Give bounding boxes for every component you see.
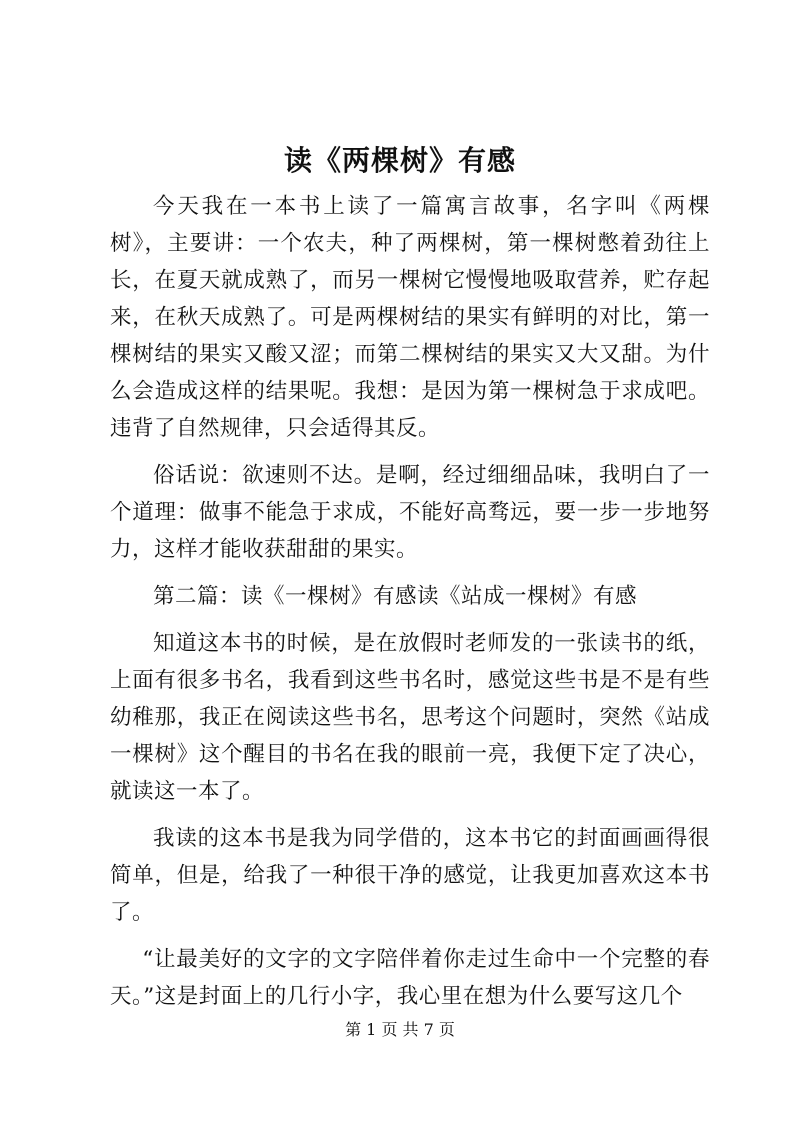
- document-title: 读《两棵树》有感: [283, 144, 516, 177]
- paragraph: 今天我在一本书上读了一篇寓言故事，名字叫《两棵树》，主要讲：一个农夫，种了两棵树，第一棵树憋着劲往上长，在夏天就成熟了，而另一棵树它慢慢地吸取营养，贮存起来，在秋天成熟了。可是两棵树结的果实有鲜明的对比，第一棵树结的果实又酸又涩；而第二棵树结的果实又大又甜。为什么会造成这样的结果呢。我想：是因为第一棵树急于求成吧。违背了自然规律，只会适得其反。: [110, 194, 710, 441]
- page-footer: 第 1 页 共 7 页: [345, 1020, 455, 1039]
- section-heading: 第二篇：读《一棵树》有感读《站成一棵树》有感: [153, 584, 638, 609]
- paragraph: 俗话说：欲速则不达。是啊，经过细细品味，我明白了一个道理：做事不能急于求成，不能好高骛远，要一步一步地努力，这样才能收获甜甜的果实。: [110, 463, 710, 562]
- paragraph: “让最美好的文字的文字陪伴着你走过生命中一个完整的春天。”这是封面上的几行小字，我心里在想为什么要写这几个: [110, 947, 710, 1009]
- document-body: [110, 188, 710, 1025]
- paragraph: 我读的这本书是我为同学借的，这本书它的封面画画得很简单，但是，给我了一种很干净的感觉，让我更加喜欢这本书了。: [110, 826, 710, 925]
- paragraph: 知道这本书的时候，是在放假时老师发的一张读书的纸，上面有很多书名，我看到这些书名时，感觉这些书是不是有些幼稚那，我正在阅读这些书名，思考这个问题时，突然《站成一棵树》这个醒目的书名在我的眼前一亮，我便下定了决心，就读这一本了。: [110, 631, 710, 804]
